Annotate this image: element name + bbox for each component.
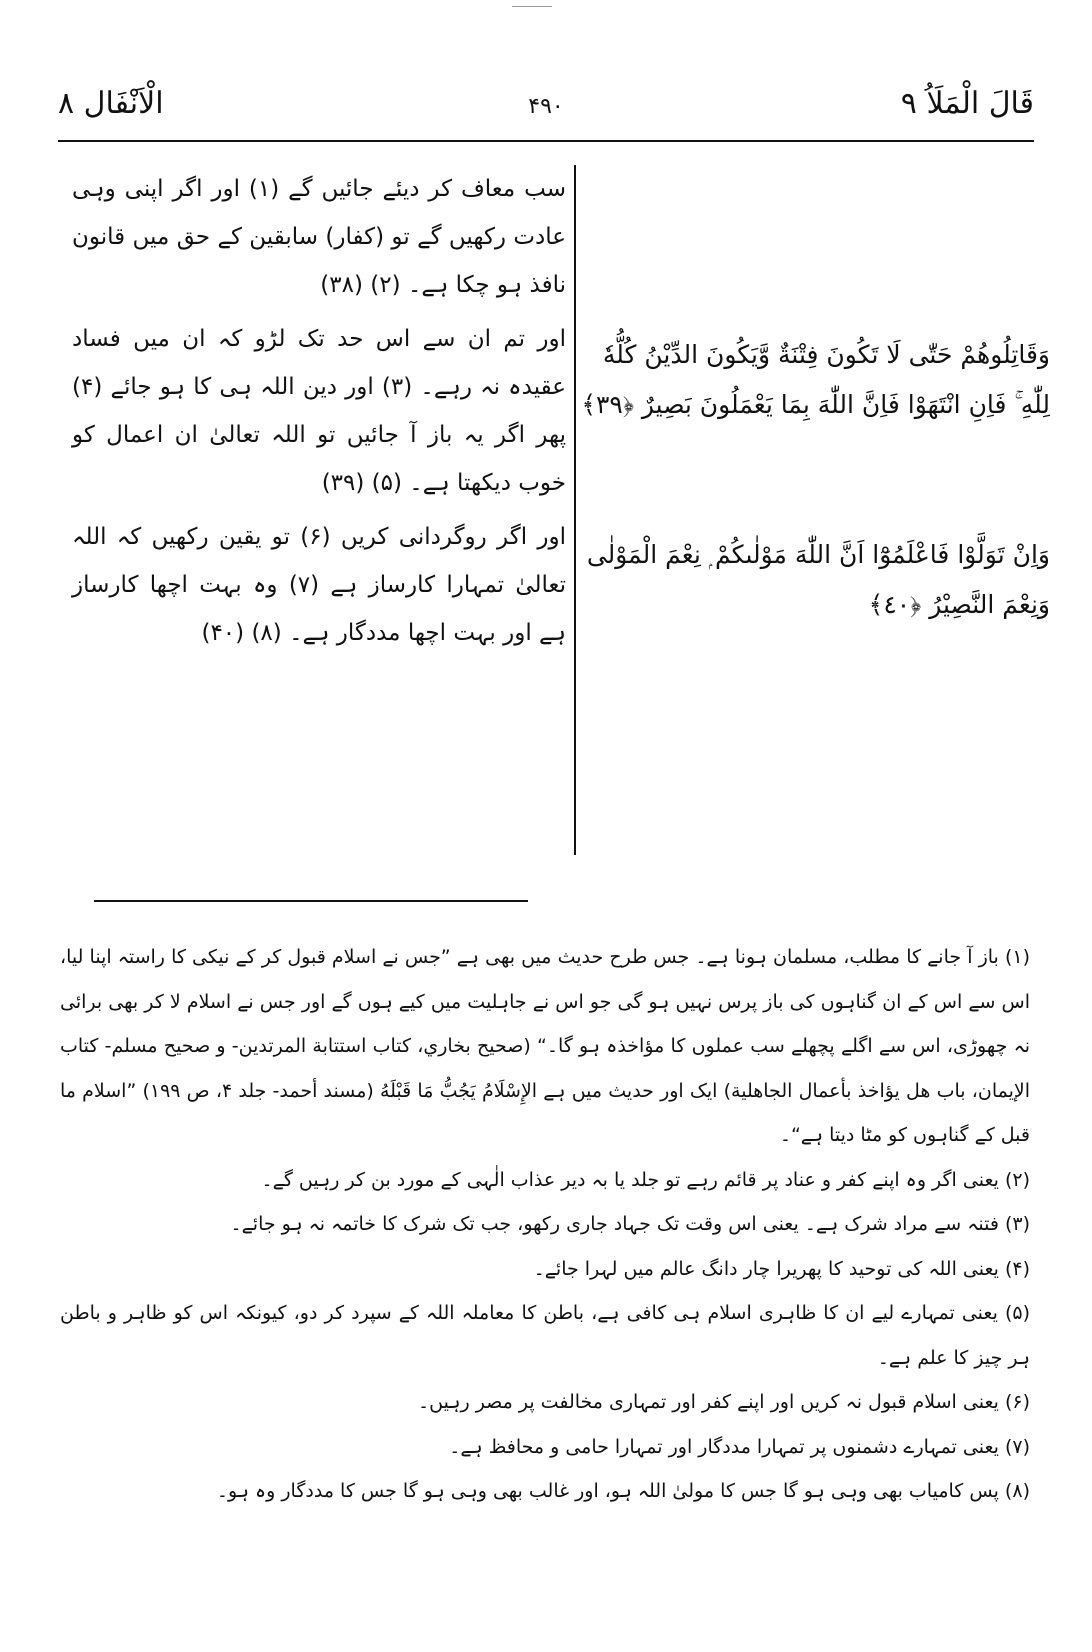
- translation-40: اور اگر روگردانی کریں (۶) تو یقین رکھیں کہ اللہ تعالیٰ تمہارا کارساز ہے (۷) وہ بہت اچھا کارساز ہے اور بہت اچھا مددگار ہے۔ (۸) (۴۰): [72, 524, 566, 646]
- footnote-7: (۷) یعنی تمہارے دشمنوں پر تمہارا مددگار اور تمہارا حامی و محافظ ہے۔: [449, 1435, 1030, 1458]
- footnote-rule: [94, 900, 528, 902]
- page-header: [58, 72, 1034, 144]
- header-rule: [58, 140, 1034, 142]
- page-number: ۴۹۰: [528, 94, 564, 119]
- ayah-39: وَقَاتِلُوهُمْ حَتّٰى لَا تَكُونَ فِتْنَةٌ وَّيَكُونَ الدِّيْنُ كُلُّهٗ لِلّٰهِ ۚ فَاِنِ انْتَهَوْا فَاِنَّ اللّٰهَ بِمَا يَعْمَلُونَ بَصِيرٌ ﴿٣٩﴾: [581, 340, 1050, 419]
- footnote-6: (۶) یعنی اسلام قبول نہ کریں اور اپنے کفر اور تمہاری مخالفت پر مصر رہیں۔: [418, 1391, 1030, 1413]
- juz-title: قَالَ الْمَلَاُ ۹: [900, 86, 1034, 121]
- footnotes: [60, 935, 1030, 1514]
- footnote-2: (۲) یعنی اگر وہ اپنے کفر و عناد پر قائم رہے تو جلد یا بہ دیر عذاب الٰہی کے مورد بن کر رہیں گے۔: [261, 1168, 1030, 1191]
- footnote-5: (۵) یعنی تمہارے لیے ان کا ظاہری اسلام ہی کافی ہے، باطن کا معاملہ اللہ کے سپرد کر دو، کیونکہ اس کو ظاہر و باطن ہر چیز کا علم ہے۔: [60, 1302, 1030, 1369]
- arabic-column: [580, 330, 1050, 730]
- surah-title: الْاَنْفَال ۸: [58, 86, 164, 121]
- top-mark: [512, 6, 552, 7]
- translation-column: [72, 165, 566, 663]
- translation-38: سب معاف کر دیئے جائیں گے (۱) اور اگر اپنی وہی عادت رکھیں گے تو (کفار) سابقین کے حق میں قانون نافذ ہو چکا ہے۔ (۲) (۳۸): [72, 176, 566, 298]
- translation-39: اور تم ان سے اس حد تک لڑو کہ ان میں فساد عقیدہ نہ رہے۔ (۳) اور دین اللہ ہی کا ہو جائے (۴) پھر اگر یہ باز آ جائیں تو اللہ تعالیٰ ان اعمال کو خوب دیکھتا ہے۔ (۵) (۳۹): [72, 326, 567, 496]
- footnote-4: (۴) یعنی اللہ کی توحید کا پھریرا چار دانگ عالم میں لہرا جائے۔: [533, 1257, 1030, 1280]
- footnote-3: (۳) فتنہ سے مراد شرک ہے۔ یعنی اس وقت تک جہاد جاری رکھو، جب تک شرک کا خاتمہ نہ ہو جائے۔: [230, 1213, 1030, 1235]
- footnote-1: (۱) باز آ جانے کا مطلب، مسلمان ہونا ہے۔ جس طرح حدیث میں بھی ہے ”جس نے اسلام قبول کر کے نیکی کا راستہ اپنا لیا، اس سے اس کے ان گناہوں کی باز پرس نہیں ہو گی جو اس نے جاہلیت میں کیے ہوں گے اور جس نے اسلام لا کر بھی برائی نہ چھوڑی، اس سے اگلے پچھلے سب عملوں کا مؤاخذہ ہو گا۔“ (صحيح بخاري، كتاب استتابة المرتدين- و صحيح مسلم- كتاب الإيمان، باب هل يؤاخذ بأعمال الجاهلية) ایک اور حدیث میں ہے الإِسْلَامُ يَجُبُّ مَا قَبْلَهُ (مسند أحمد- جلد ۴، ص ۱۹۹) ”اسلام ما قبل کے گناہوں کو مٹا دیتا ہے“۔: [60, 946, 1030, 1146]
- footnote-8: (۸) پس کامیاب بھی وہی ہو گا جس کا مولیٰ اللہ ہو، اور غالب بھی وہی ہو گا جس کا مددگار وہ ہو۔: [216, 1480, 1030, 1502]
- ayah-40: وَاِنْ تَوَلَّوْا فَاعْلَمُوْٓا اَنَّ اللّٰهَ مَوْلٰىكُمْ ۭ نِعْمَ الْمَوْلٰى وَنِعْمَ النَّصِيْرُ ﴿٤٠﴾: [586, 540, 1050, 619]
- column-divider: [574, 165, 576, 855]
